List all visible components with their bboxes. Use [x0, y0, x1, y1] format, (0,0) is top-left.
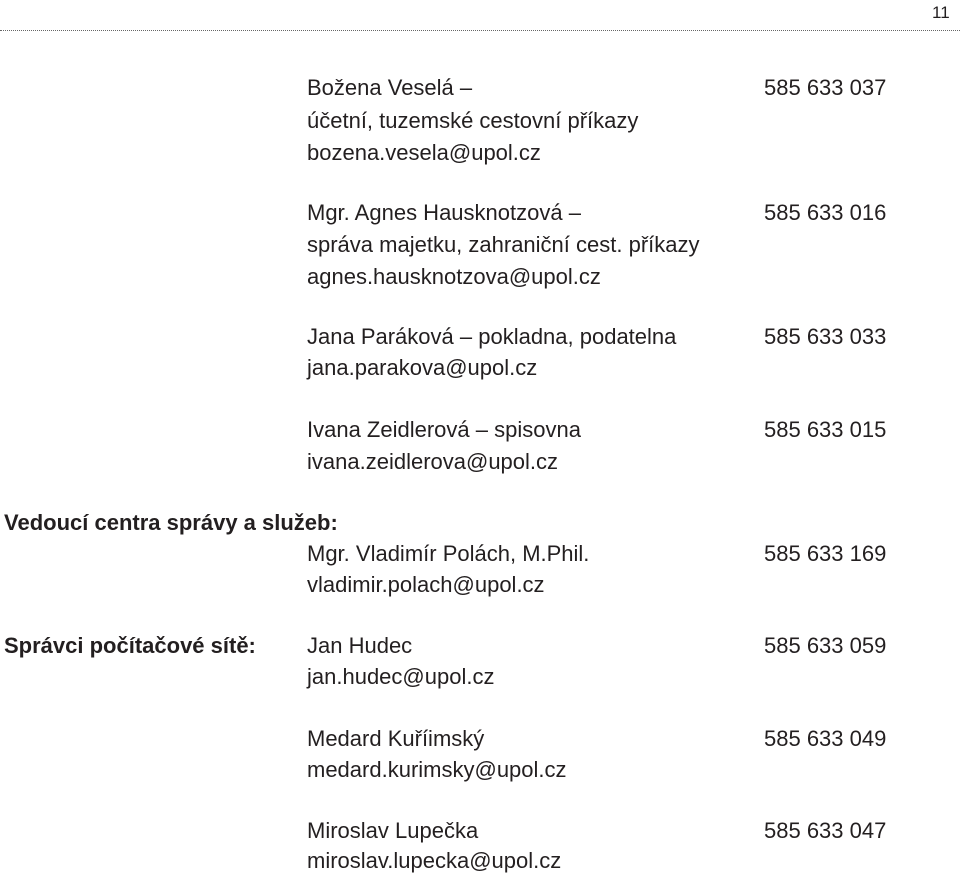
contact-role-line: správa majetku, zahraniční cest. příkazy — [307, 232, 700, 257]
page-number: 11 — [932, 3, 950, 22]
contact-phone: 585 633 016 — [764, 200, 887, 225]
section-heading-services: Vedoucí centra správy a služeb: — [4, 510, 338, 535]
contact-name-line: Mgr. Agnes Hausknotzová – — [307, 200, 581, 225]
section-heading-network: Správci počítačové sítě: — [4, 633, 256, 658]
contact-phone: 585 633 049 — [764, 726, 887, 751]
contact-phone: 585 633 037 — [764, 75, 887, 100]
contact-phone: 585 633 047 — [764, 818, 887, 843]
contact-name-line: Medard Kuříimský — [307, 726, 485, 751]
contact-email[interactable]: bozena.vesela@upol.cz — [307, 140, 541, 165]
contact-email[interactable]: ivana.zeidlerova@upol.cz — [307, 449, 559, 474]
header-rule — [0, 30, 960, 31]
contact-email[interactable]: vladimir.polach@upol.cz — [307, 572, 545, 597]
contact-email[interactable]: miroslav.lupecka@upol.cz — [307, 848, 562, 873]
contact-name-line: Jana Paráková – pokladna, podatelna — [307, 324, 677, 349]
contact-email[interactable]: jana.parakova@upol.cz — [307, 355, 538, 380]
contact-phone: 585 633 169 — [764, 541, 887, 566]
contact-phone: 585 633 033 — [764, 324, 887, 349]
contact-phone: 585 633 015 — [764, 417, 887, 442]
contact-email[interactable]: jan.hudec@upol.cz — [307, 664, 495, 689]
contact-email[interactable]: agnes.hausknotzova@upol.cz — [307, 264, 601, 289]
contact-name-line: Jan Hudec — [307, 633, 413, 658]
contact-name-line: Božena Veselá – — [307, 75, 473, 100]
contact-name-line: Ivana Zeidlerová – spisovna — [307, 417, 581, 442]
contact-name-line: Miroslav Lupečka — [307, 818, 479, 843]
contact-email[interactable]: medard.kurimsky@upol.cz — [307, 757, 567, 782]
contact-phone: 585 633 059 — [764, 633, 887, 658]
contact-role-line: účetní, tuzemské cestovní příkazy — [307, 108, 639, 133]
contact-name-line: Mgr. Vladimír Polách, M.Phil. — [307, 541, 590, 566]
